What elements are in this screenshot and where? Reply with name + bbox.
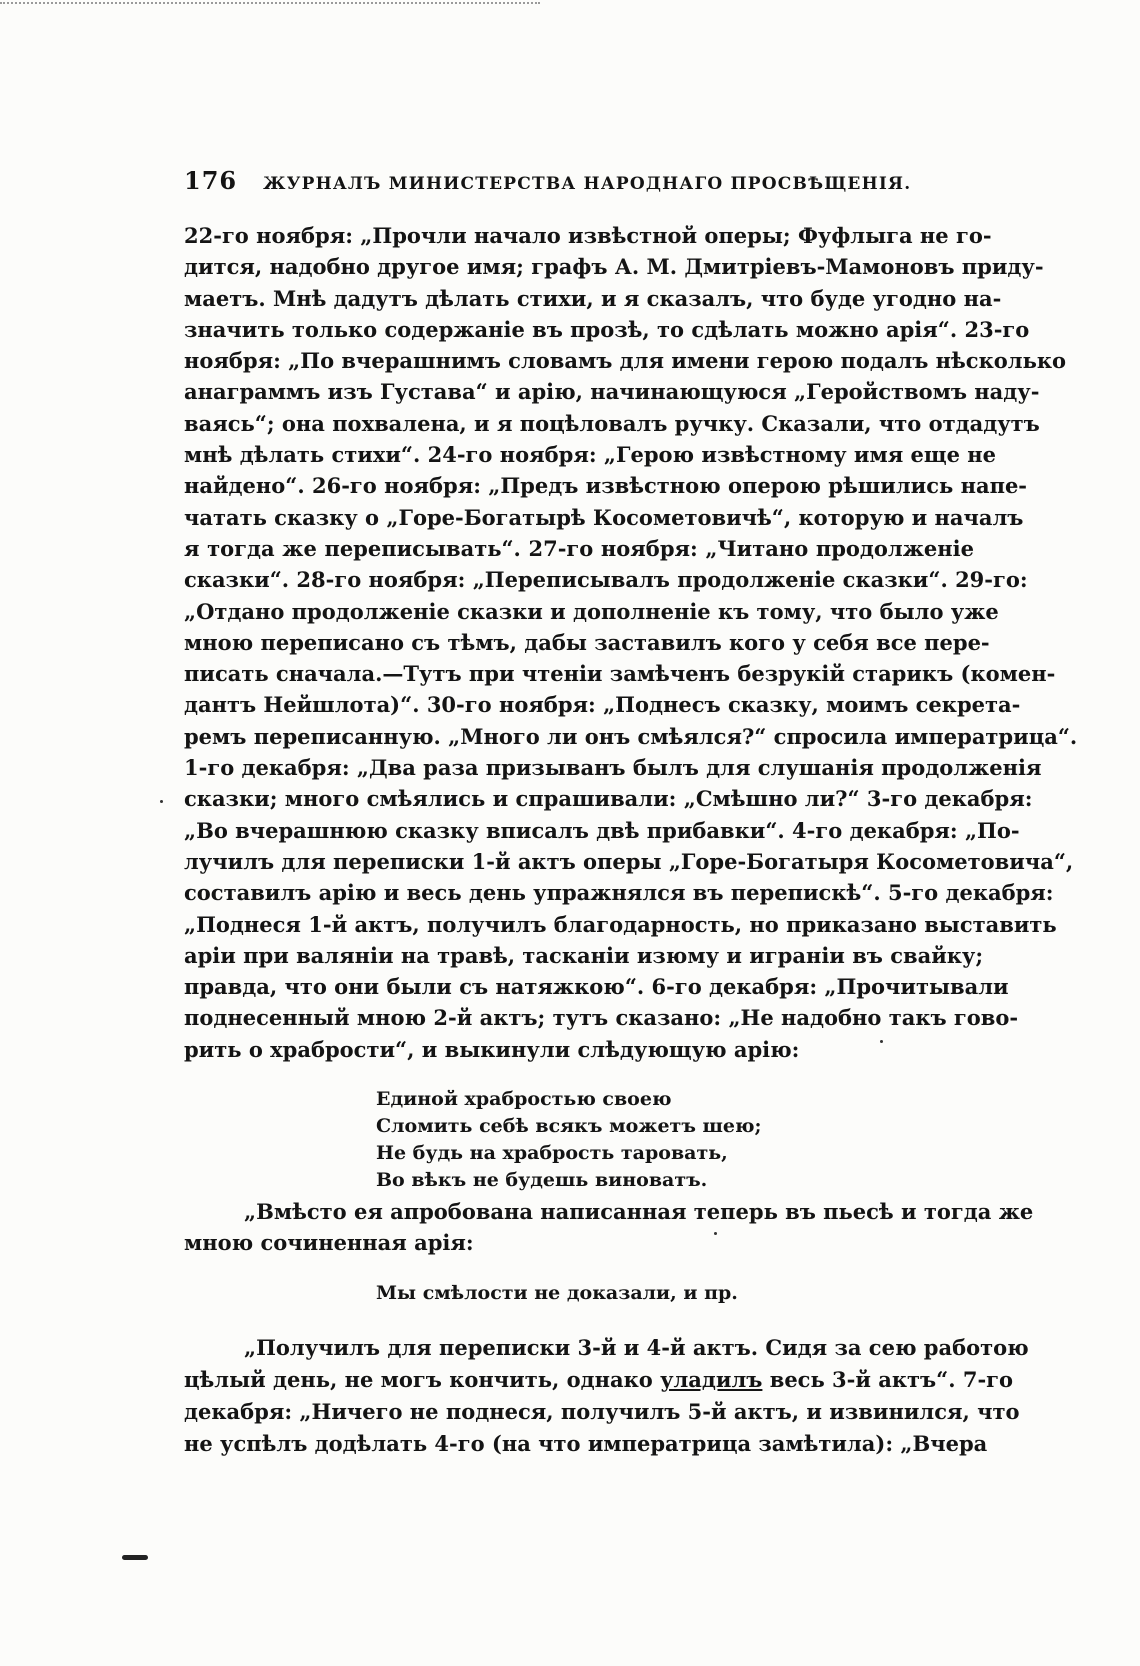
text-line: „Получилъ для переписки 3-й и 4-й актъ. Сидя за сею работою [244, 1335, 1029, 1360]
scan-mark [122, 1555, 148, 1560]
text-line: Не будь на храбрость таровать, [376, 1142, 728, 1164]
text-fragment: цѣлый день, не могъ кончить, однако [184, 1367, 653, 1392]
underlined-word: уладилъ [660, 1367, 763, 1392]
text-line: найдено“. 26-го ноября: „Предъ извѣстною оперою рѣшились напе- [184, 473, 1028, 499]
page-number: 176 [184, 166, 238, 195]
text-line: сказки; много смѣялись и спрашивали: „Смѣшно ли?“ 3-го декабря: [184, 786, 1033, 812]
text-line: „Поднеся 1-й актъ, получилъ благодарность, но приказано выставить [184, 911, 1057, 937]
text-line: сказки“. 28-го ноября: „Переписывалъ продолженіе сказки“. 29-го: [184, 567, 1028, 593]
text-line: мною переписано съ тѣмъ, дабы заставилъ кого у себя все пере- [184, 629, 990, 655]
text-line: Единой храбростью своею [376, 1088, 672, 1110]
text-line: правда, что они были съ натяжкою“. 6-го декабря: „Прочитывали [184, 974, 1009, 1000]
paragraph-aria-replacement [184, 1196, 1034, 1258]
text-line: писать сначала.—Тутъ при чтеніи замѣченъ безрукій старикъ (комен- [184, 661, 1056, 687]
text-line: значить только содержаніе въ прозѣ, то сдѣлать можно арія“. 23-го [184, 316, 1030, 342]
text-line: поднесенный мною 2-й актъ; тутъ сказано: „Не надобно такъ гово- [184, 1005, 1019, 1031]
text-line: „Отдано продолженіе сказки и дополненіе къ тому, что было уже [184, 598, 999, 624]
quoted-aria-line: Мы смѣлости не доказали, и пр. [376, 1282, 738, 1304]
scan-top-rule [0, 2, 540, 6]
text-line: „Во вчерашнюю сказку вписалъ двѣ прибавки“. 4-го декабря: „По- [184, 817, 1020, 843]
text-line: мнѣ дѣлать стихи“. 24-го ноября: „Герою извѣстному имя еще не [184, 442, 997, 468]
scan-speck [160, 800, 163, 803]
text-line: дантъ Нейшлота)“. 30-го ноября: „Поднесъ сказку, моимъ секрета- [184, 692, 1021, 718]
text-line: 22-го ноября: „Прочли начало извѣстной оперы; Фуфлыга не го- [184, 223, 992, 248]
text-line [184, 1364, 1014, 1396]
scan-speck [714, 1232, 717, 1235]
text-line: декабря: „Ничего не поднеся, получилъ 5-й актъ, и извинился, что [184, 1399, 1020, 1424]
text-line: чатать сказку о „Горе-Богатырѣ Косометовичѣ“, которую и началъ [184, 504, 1024, 530]
text-line: ваясь“; она похвалена, и я поцѣловалъ ручку. Сказали, что отдадутъ [184, 410, 1040, 436]
text-line: дится, надобно другое имя; графъ А. М. Дмитріевъ-Мамоновъ приду- [184, 254, 1044, 280]
text-line: аріи при валяніи на травѣ, тасканіи изюму и играніи въ свайку; [184, 942, 984, 968]
text-line: ноября: „По вчерашнимъ словамъ для имени герою подалъ нѣсколько [184, 348, 1066, 374]
text-line: не успѣлъ додѣлать 4-го (на что императрица замѣтила): „Вчера [184, 1431, 988, 1456]
text-line: ремъ переписанную. „Много ли онъ смѣялся?“ спросила императрица“. [184, 723, 1078, 749]
text-line: Во вѣкъ не будешь виноватъ. [376, 1169, 708, 1191]
text-line: лучилъ для переписки 1-й актъ оперы „Горе-Богатыря Косометовича“, [184, 848, 1074, 874]
text-line: анаграммъ изъ Густава“ и арію, начинающуюся „Геройствомъ наду- [184, 379, 1040, 405]
text-line: Сломить себѣ всякъ можетъ шею; [376, 1115, 762, 1137]
text-line: мною сочиненная арія: [184, 1230, 474, 1255]
page-header [184, 166, 994, 195]
verse-block [376, 1086, 796, 1194]
text-line: 1-го декабря: „Два раза призыванъ былъ для слушанія продолженія [184, 755, 1042, 781]
main-paragraph [184, 220, 1078, 1065]
text-line: составилъ арію и весь день упражнялся въ перепискѣ“. 5-го декабря: [184, 880, 1054, 906]
text-line: рить о храбрости“, и выкинули слѣдующую арію: [184, 1036, 800, 1062]
journal-title: ЖУРНАЛЪ МИНИСТЕРСТВА НАРОДНАГО ПРОСВѢЩЕНІЯ. [263, 174, 912, 194]
text-line: маетъ. Мнѣ дадутъ дѣлать стихи, и я сказалъ, что буде угодно на- [184, 285, 1002, 311]
text-fragment: весь 3-й актъ“. 7-го [769, 1367, 1014, 1392]
scan-speck [880, 1040, 883, 1043]
text-line: я тогда же переписывать“. 27-го ноября: „Читано продолженіе [184, 535, 974, 561]
paragraph-acts-copying [184, 1332, 1029, 1460]
text-line: „Вмѣсто ея апробована написанная теперь въ пьесѣ и тогда же [244, 1199, 1034, 1224]
